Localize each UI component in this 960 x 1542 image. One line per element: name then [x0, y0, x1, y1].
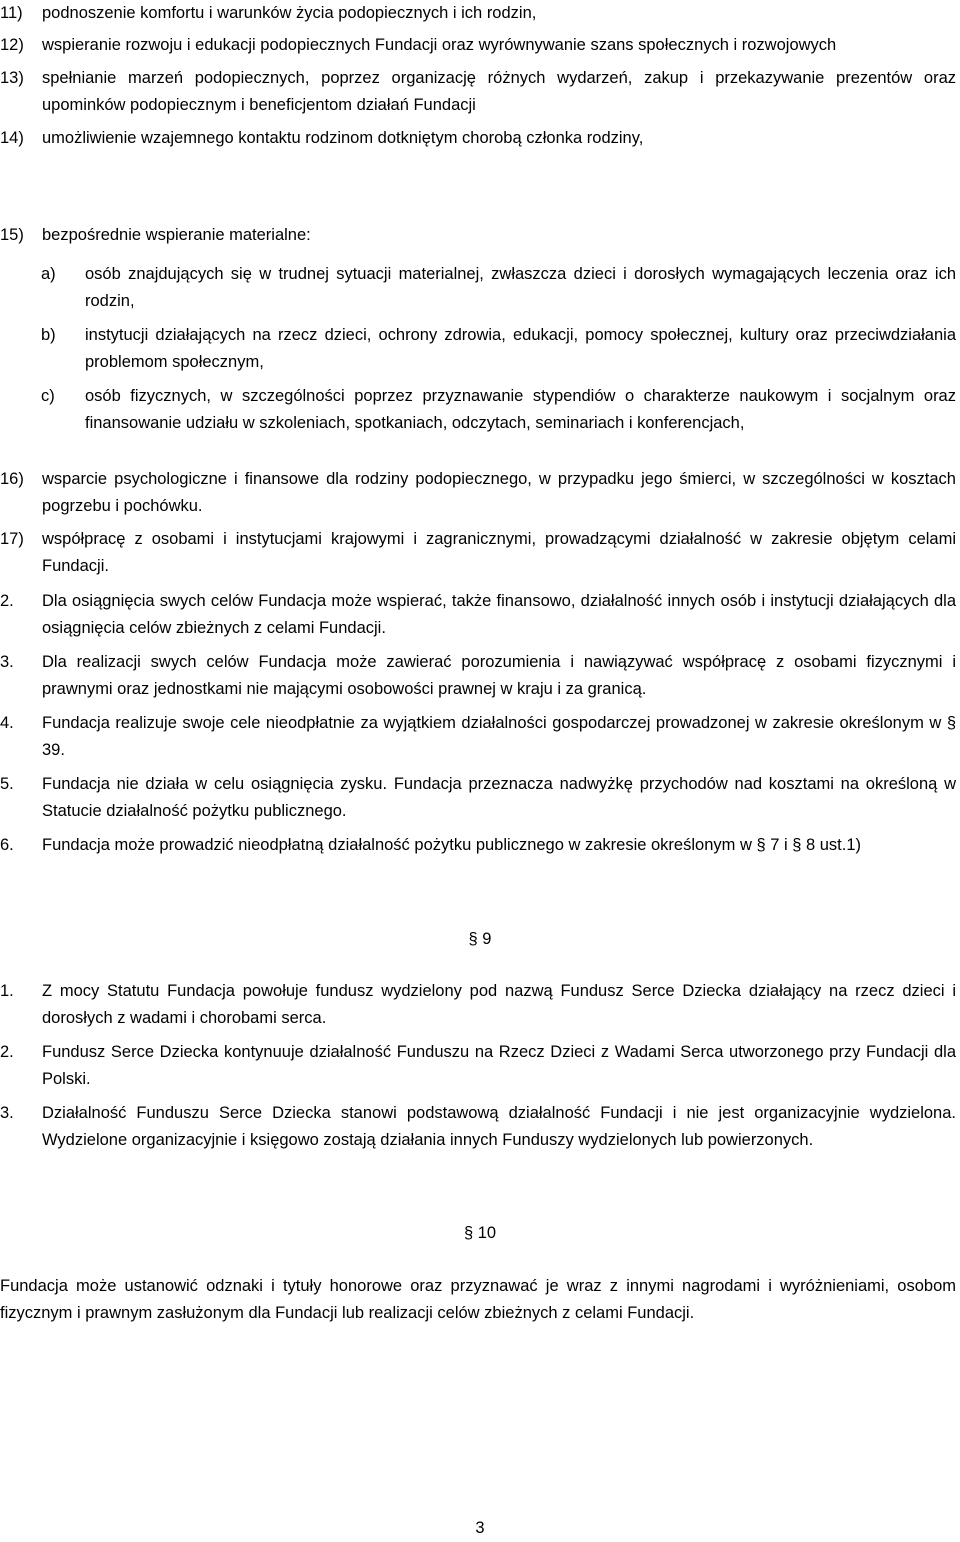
- list-item: [0, 466, 956, 520]
- point-text: Fundacja może prowadzić nieodpłatną działalność pożytku publicznego w zakresie określonym w § 7 i § 8 ust.1): [42, 836, 862, 854]
- subitem-letter: b): [41, 326, 56, 344]
- list-item: [0, 125, 956, 152]
- point-text: Fundacja realizuje swoje cele nieodpłatnie za wyjątkiem działalności gospodarczej prowadzonej w zakresie określonym w § 39.: [42, 714, 956, 759]
- list-item-number: 11): [0, 4, 23, 22]
- numbered-point: [0, 710, 956, 764]
- list-item: [0, 222, 956, 249]
- goals-list-mid: [0, 466, 956, 580]
- point-text: Fundusz Serce Dziecka kontynuuje działalność Funduszu na Rzecz Dzieci z Wadami Serca utworzonego przy Fundacji dla Polski.: [42, 1043, 956, 1088]
- point-text: Z mocy Statutu Fundacja powołuje fundusz wydzielony pod nazwą Fundusz Serce Dziecka działający na rzecz dzieci i dorosłych z wadami i chorobami serca.: [42, 982, 956, 1027]
- list-item-number: 13): [0, 69, 24, 87]
- list-item-number: 17): [0, 530, 24, 548]
- list-item-text: podnoszenie komfortu i warunków życia podopiecznych i ich rodzin,: [42, 4, 537, 22]
- list-item-text: wspieranie rozwoju i edukacji podopiecznych Fundacji oraz wyrównywanie szans społecznych i rozwojowych: [42, 36, 837, 54]
- numbered-point: [0, 588, 956, 642]
- numbered-point: [0, 1039, 956, 1093]
- subitem: [0, 383, 956, 437]
- point-text: Dla osiągnięcia swych celów Fundacja może wspierać, także finansowo, działalność innych osób i instytucji działających dla osiągnięcia celów zbieżnych z celami Fundacji.: [42, 592, 956, 637]
- page-number: 3: [475, 1519, 485, 1537]
- list-item: [0, 526, 956, 580]
- list-item-number: 15): [0, 226, 24, 244]
- subitem-letter: c): [41, 387, 55, 405]
- point-number: 1.: [0, 982, 14, 1000]
- subitem: [0, 322, 956, 376]
- section-9-points: [0, 978, 956, 1154]
- list-item-text: umożliwienie wzajemnego kontaktu rodzinom dotkniętym chorobą członka rodziny,: [42, 129, 644, 147]
- point-number: 2.: [0, 592, 14, 610]
- numbered-point: [0, 1100, 956, 1154]
- goals-item-15: [0, 222, 956, 437]
- list-item-text: współpracę z osobami i instytucjami krajowymi i zagranicznymi, prowadzącymi działalność w zakresie objętym celami Fundacji.: [42, 530, 956, 575]
- point-number: 4.: [0, 714, 14, 732]
- section-heading-9: § 9: [468, 930, 492, 948]
- point-number: 2.: [0, 1043, 14, 1061]
- numbered-point: [0, 832, 956, 859]
- list-item-text: spełnianie marzeń podopiecznych, poprzez organizację różnych wydarzeń, zakup i przekazywanie prezentów oraz upominków podopiecznym i beneficjentom działań Fundacji: [42, 69, 956, 114]
- subitem: [0, 261, 956, 315]
- numbered-point: [0, 978, 956, 1032]
- goals-list-top: [0, 0, 956, 152]
- section-points: [0, 588, 956, 859]
- subitem-text: osób fizycznych, w szczególności poprzez przyznawanie stypendiów o charakterze naukowym i socjalnym oraz finansowanie udziału w szkoleniach, spotkaniach, odczytach, seminariach i konferencjach,: [85, 387, 956, 432]
- subitem-text: osób znajdujących się w trudnej sytuacji materialnej, zwłaszcza dzieci i dorosłych wymagających leczenia oraz ich rodzin,: [85, 265, 956, 310]
- list-item-number: 12): [0, 36, 24, 54]
- point-text: Działalność Funduszu Serce Dziecka stanowi podstawową działalność Fundacji i nie jest organizacyjnie wydzielona. Wydzielone organizacyjnie i księgowo zostają działania innych Funduszy wydzielonych lub powierzonych.: [42, 1104, 956, 1149]
- list-item-number: 14): [0, 129, 24, 147]
- point-text: Dla realizacji swych celów Fundacja może zawierać porozumienia i nawiązywać współpracę z osobami fizycznymi i prawnymi oraz jednostkami nie mającymi osobowości prawnej w kraju i za granicą.: [42, 653, 956, 698]
- numbered-point: [0, 771, 956, 825]
- point-text: Fundacja nie działa w celu osiągnięcia zysku. Fundacja przeznacza nadwyżkę przychodów nad kosztami na określoną w Statucie działalność pożytku publicznego.: [42, 775, 956, 820]
- list-item: [0, 65, 956, 119]
- subitem-text: instytucji działających na rzecz dzieci, ochrony zdrowia, edukacji, pomocy społecznej, kultury oraz przeciwdziałania problemom społecznym,: [85, 326, 956, 371]
- point-number: 5.: [0, 775, 14, 793]
- list-item-text: wsparcie psychologiczne i finansowe dla rodziny podopiecznego, w przypadku jego śmierci, w szczególności w kosztach pogrzebu i pochówku.: [42, 470, 956, 515]
- list-item-number: 16): [0, 470, 24, 488]
- point-number: 6.: [0, 836, 14, 854]
- numbered-point: [0, 649, 956, 703]
- point-number: 3.: [0, 1104, 14, 1122]
- point-number: 3.: [0, 653, 14, 671]
- section-10-paragraph: Fundacja może ustanowić odznaki i tytuły honorowe oraz przyznawać je wraz z innymi nagrodami i wyróżnieniami, osobom fizycznym i prawnym zasłużonym dla Fundacji lub realizacji celów zbieżnych z celami Fundacji.: [0, 1277, 956, 1322]
- list-item-text: bezpośrednie wspieranie materialne:: [42, 226, 311, 244]
- subitem-letter: a): [41, 265, 56, 283]
- list-item: [0, 0, 956, 27]
- list-item: [0, 32, 956, 59]
- section-heading-10: § 10: [463, 1224, 497, 1242]
